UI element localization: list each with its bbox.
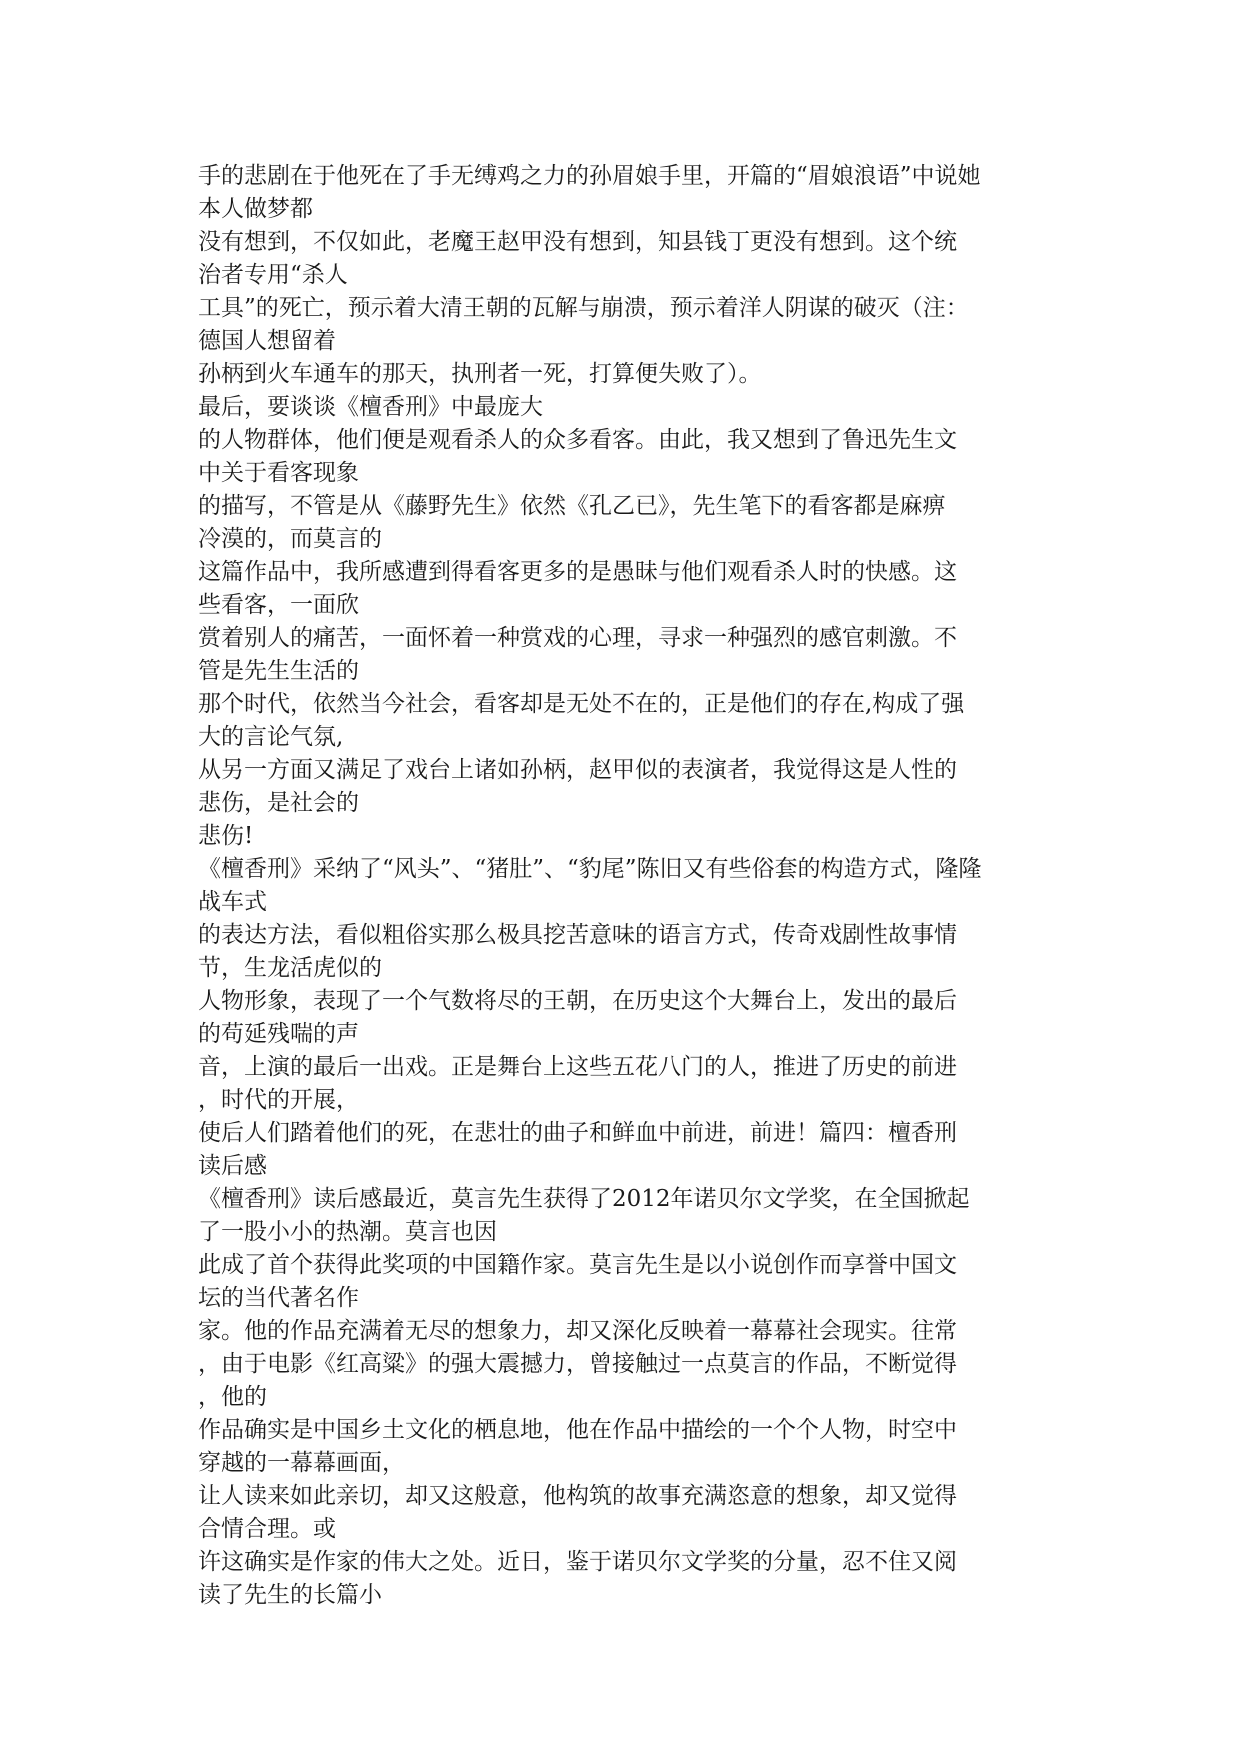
text-line: 读了先生的长篇小	[198, 1582, 382, 1608]
text-line: 坛的当代著名作	[198, 1285, 359, 1311]
text-line: 让人读来如此亲切，却又这般意，他构筑的故事充满恣意的想象，却又觉得	[198, 1483, 957, 1509]
text-line: ，他的	[198, 1384, 267, 1410]
text-line: 的表达方法，看似粗俗实那么极具挖苦意味的语言方式，传奇戏剧性故事情	[198, 922, 957, 948]
text-line: 家。他的作品充满着无尽的想象力，却又深化反映着一幕幕社会现实。往常	[198, 1318, 957, 1344]
text-line: 战车式	[198, 889, 267, 915]
text-line: 没有想到，不仅如此，老魔王赵甲没有想到，知县钱丁更没有想到。这个统	[198, 229, 957, 255]
text-line: 手的悲剧在于他死在了手无缚鸡之力的孙眉娘手里，开篇的“眉娘浪语”中说她	[198, 163, 981, 189]
text-line: 音，上演的最后一出戏。正是舞台上这些五花八门的人，推进了历史的前进	[198, 1054, 957, 1080]
text-line: 作品确实是中国乡土文化的栖息地，他在作品中描绘的一个个人物，时空中	[198, 1417, 957, 1443]
text-line: 合情合理。或	[198, 1516, 336, 1542]
text-line: 最后，要谈谈《檀香刑》中最庞大	[198, 394, 543, 420]
text-line: 大的言论气氛,	[198, 724, 344, 750]
text-line: 穿越的一幕幕画面，	[198, 1450, 405, 1476]
text-line: 治者专用“杀人	[198, 262, 348, 288]
body-text	[198, 160, 1058, 1612]
text-line: 赏着别人的痛苦，一面怀着一种赏戏的心理，寻求一种强烈的感官刺激。不	[198, 625, 957, 651]
text-line: 这篇作品中，我所感遭到得看客更多的是愚昧与他们观看杀人时的快感。这	[198, 559, 957, 585]
text-line: 孙柄到火车通车的那天，执刑者一死，打算便失败了）。	[198, 361, 762, 387]
text-line: 《檀香刑》读后感最近，莫言先生获得了2012年诺贝尔文学奖，在全国掀起	[198, 1186, 970, 1212]
text-line: 德国人想留着	[198, 328, 336, 354]
text-line: 些看客，一面欣	[198, 592, 359, 618]
text-line: ，时代的开展，	[198, 1087, 359, 1113]
text-line: 人物形象，表现了一个气数将尽的王朝，在历史这个大舞台上，发出的最后	[198, 988, 957, 1014]
text-line: 从另一方面又满足了戏台上诸如孙柄，赵甲似的表演者，我觉得这是人性的	[198, 757, 957, 783]
text-line: 悲伤!	[198, 823, 254, 849]
text-line: ，由于电影《红高粱》的强大震撼力，曾接触过一点莫言的作品，不断觉得	[198, 1351, 957, 1377]
text-line: 读后感	[198, 1153, 267, 1179]
text-line: 工具”的死亡，预示着大清王朝的瓦解与崩溃，预示着洋人阴谋的破灭（注：	[198, 295, 969, 321]
text-line: 中关于看客现象	[198, 460, 359, 486]
text-line: 许这确实是作家的伟大之处。近日，鉴于诺贝尔文学奖的分量，忍不住又阅	[198, 1549, 957, 1575]
text-line: 冷漠的，而莫言的	[198, 526, 382, 552]
text-line: 管是先生生活的	[198, 658, 359, 684]
text-line: 此成了首个获得此奖项的中国籍作家。莫言先生是以小说创作而享誉中国文	[198, 1252, 957, 1278]
text-line: 的人物群体，他们便是观看杀人的众多看客。由此，我又想到了鲁迅先生文	[198, 427, 957, 453]
text-line: 使后人们踏着他们的死，在悲壮的曲子和鲜血中前进，前进！篇四：檀香刑	[198, 1120, 957, 1146]
text-line: 了一股小小的热潮。莫言也因	[198, 1219, 497, 1245]
text-line: 的描写，不管是从《藤野先生》依然《孔乙已》，先生笔下的看客都是麻痹	[198, 493, 946, 519]
text-line: 那个时代，依然当今社会，看客却是无处不在的，正是他们的存在,构成了强	[198, 691, 965, 717]
text-line: 的苟延残喘的声	[198, 1021, 359, 1047]
text-line: 节，生龙活虎似的	[198, 955, 382, 981]
text-line: 《檀香刑》采纳了“风头”、“猪肚”、“豹尾”陈旧又有些俗套的构造方式，隆隆	[198, 856, 982, 882]
text-line: 本人做梦都	[198, 196, 313, 222]
text-line: 悲伤，是社会的	[198, 790, 359, 816]
